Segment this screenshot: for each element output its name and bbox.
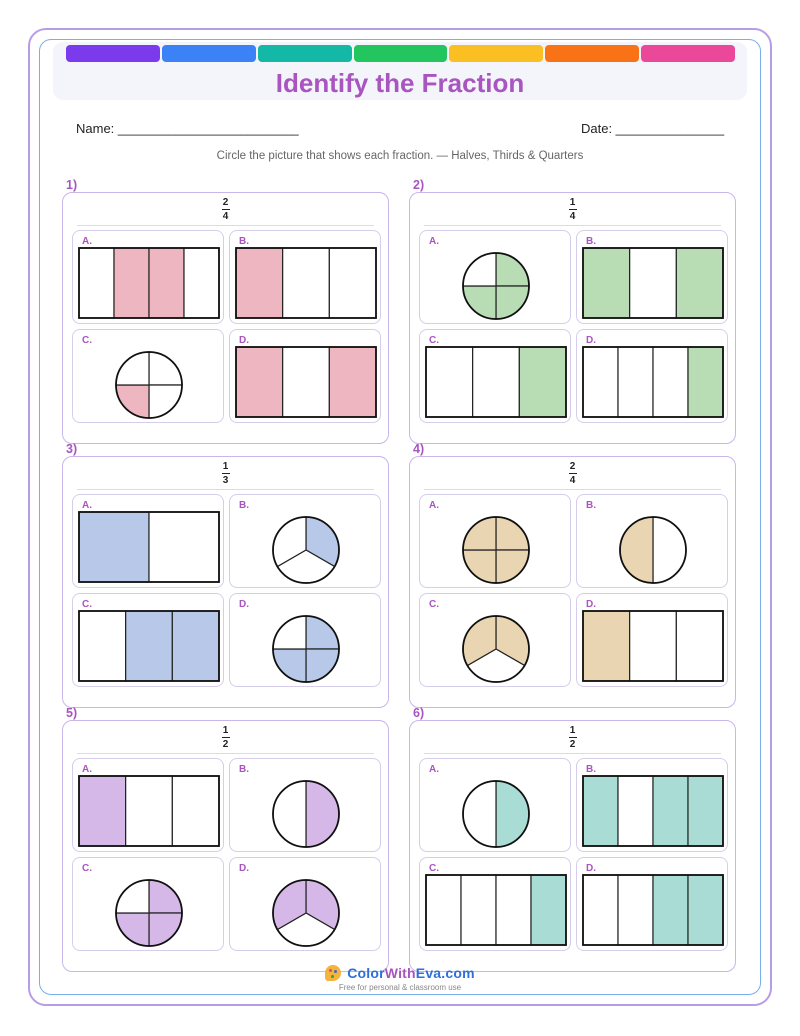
pie-model (230, 858, 382, 952)
circle-slice (496, 781, 529, 847)
rect-part (149, 512, 219, 582)
question-number: 6) (413, 706, 425, 720)
answer-option[interactable] (72, 857, 224, 951)
answer-option[interactable] (72, 230, 224, 324)
rect-part (283, 347, 330, 417)
rect-part (618, 776, 653, 846)
question-number: 5) (66, 706, 78, 720)
color-stripe (354, 45, 448, 62)
question-card (62, 456, 389, 708)
bar-model (230, 330, 382, 424)
fraction-denominator: 4 (569, 475, 576, 486)
rect-part (653, 347, 688, 417)
answer-option[interactable] (576, 857, 728, 951)
rect-part (496, 875, 531, 945)
circle-slice (620, 517, 653, 583)
answer-option[interactable] (72, 494, 224, 588)
color-stripe (449, 45, 543, 62)
option-label: D. (239, 599, 249, 610)
option-label: B. (586, 236, 596, 247)
rect-part (126, 776, 173, 846)
answer-option[interactable] (229, 593, 381, 687)
color-stripe (545, 45, 639, 62)
footer-tagline: Free for personal & classroom use (338, 983, 462, 992)
rect-part (79, 776, 126, 846)
circle-slice (463, 781, 496, 847)
fraction-denominator: 2 (222, 739, 229, 750)
pie-model (230, 495, 382, 589)
card-divider (77, 753, 374, 754)
answer-option[interactable] (576, 593, 728, 687)
card-divider (424, 489, 721, 490)
rect-part (79, 611, 126, 681)
option-label: D. (586, 335, 596, 346)
pie-model (73, 858, 225, 952)
bar-model (230, 231, 382, 325)
circle-slice (306, 781, 339, 847)
name-field[interactable]: Name: _________________________ (76, 121, 299, 136)
bar-model (577, 594, 729, 688)
answer-option[interactable] (419, 230, 571, 324)
option-label: A. (429, 500, 439, 511)
answer-option[interactable] (576, 329, 728, 423)
answer-option[interactable] (229, 758, 381, 852)
rect-part (583, 248, 630, 318)
rect-part (329, 347, 376, 417)
bar-model (420, 858, 572, 952)
pie-model (230, 594, 382, 688)
fraction-numerator: 2 (569, 461, 576, 472)
rect-part (236, 347, 283, 417)
option-label: C. (429, 599, 439, 610)
option-label: A. (82, 764, 92, 775)
card-divider (424, 753, 721, 754)
answer-option[interactable] (72, 593, 224, 687)
bar-model (73, 495, 225, 589)
rect-part (583, 611, 630, 681)
rect-part (688, 347, 723, 417)
date-field[interactable]: Date: _______________ (581, 121, 725, 136)
answer-option[interactable] (72, 758, 224, 852)
rect-part (583, 776, 618, 846)
rect-part (676, 248, 723, 318)
rect-part (236, 248, 283, 318)
rect-part (618, 347, 653, 417)
pie-model (420, 759, 572, 853)
option-label: C. (429, 335, 439, 346)
answer-option[interactable] (576, 758, 728, 852)
fraction-denominator: 3 (222, 475, 229, 486)
target-fraction (63, 461, 388, 486)
fraction-numerator: 1 (569, 725, 576, 736)
target-fraction (410, 461, 735, 486)
option-label: D. (586, 599, 596, 610)
color-stripes (66, 45, 735, 62)
question-card (62, 720, 389, 972)
rect-part (283, 248, 330, 318)
rect-part (114, 248, 149, 318)
rect-part (329, 248, 376, 318)
rect-part (184, 248, 219, 318)
rect-part (426, 875, 461, 945)
instructions: Circle the picture that shows each fraction. — Halves, Thirds & Quarters (216, 150, 584, 162)
pie-model (420, 231, 572, 325)
bar-model (73, 759, 225, 853)
bar-model (73, 594, 225, 688)
bar-model (420, 330, 572, 424)
fraction-bar (569, 209, 577, 210)
fraction-bar (222, 737, 230, 738)
answer-option[interactable] (229, 329, 381, 423)
answer-option[interactable] (419, 758, 571, 852)
circle-slice (273, 781, 306, 847)
brand-name: ColorWithEva.com (347, 965, 475, 981)
rect-part (630, 248, 677, 318)
rect-part (79, 512, 149, 582)
answer-option[interactable] (576, 230, 728, 324)
pie-model (420, 495, 572, 589)
bar-model (577, 759, 729, 853)
fraction-denominator: 4 (569, 211, 576, 222)
rect-part (461, 875, 496, 945)
fraction-denominator: 2 (569, 739, 576, 750)
fraction-bar (222, 473, 230, 474)
target-fraction (63, 197, 388, 222)
page-title: Identify the Fraction (275, 68, 525, 98)
bar-model (577, 858, 729, 952)
rect-part (583, 875, 618, 945)
color-stripe (66, 45, 160, 62)
question-number: 2) (413, 178, 425, 192)
pie-model (230, 759, 382, 853)
answer-option[interactable] (229, 857, 381, 951)
palette-icon (325, 965, 341, 981)
fraction-numerator: 1 (222, 461, 229, 472)
rect-part (688, 875, 723, 945)
card-divider (77, 489, 374, 490)
target-fraction (410, 197, 735, 222)
option-label: D. (239, 863, 249, 874)
rect-part (426, 347, 473, 417)
question-card (409, 192, 736, 444)
option-label: A. (429, 236, 439, 247)
pie-model (420, 594, 572, 688)
rect-part (583, 347, 618, 417)
answer-option[interactable] (419, 593, 571, 687)
answer-option[interactable] (419, 329, 571, 423)
question-card (409, 720, 736, 972)
color-stripe (641, 45, 735, 62)
answer-option[interactable] (72, 329, 224, 423)
rect-part (653, 776, 688, 846)
bar-model (577, 231, 729, 325)
option-label: D. (586, 863, 596, 874)
rect-part (618, 875, 653, 945)
option-label: B. (239, 236, 249, 247)
rect-part (79, 248, 114, 318)
footer-logo (0, 965, 800, 992)
rect-part (676, 611, 723, 681)
answer-option[interactable] (419, 857, 571, 951)
option-label: C. (82, 335, 92, 346)
color-stripe (162, 45, 256, 62)
question-number: 4) (413, 442, 425, 456)
circle-slice (653, 517, 686, 583)
rect-part (149, 248, 184, 318)
option-label: C. (82, 863, 92, 874)
option-label: C. (429, 863, 439, 874)
target-fraction (63, 725, 388, 750)
fraction-numerator: 1 (569, 197, 576, 208)
pie-model (73, 330, 225, 424)
rect-part (126, 611, 173, 681)
fraction-numerator: 2 (222, 197, 229, 208)
rect-part (172, 611, 219, 681)
option-label: B. (586, 500, 596, 511)
rect-part (519, 347, 566, 417)
bar-model (73, 231, 225, 325)
answer-option[interactable] (419, 494, 571, 588)
fraction-bar (569, 473, 577, 474)
fraction-bar (222, 209, 230, 210)
fraction-bar (569, 737, 577, 738)
question-number: 1) (66, 178, 78, 192)
rect-part (473, 347, 520, 417)
rect-part (688, 776, 723, 846)
color-stripe (258, 45, 352, 62)
question-number: 3) (66, 442, 78, 456)
question-card (62, 192, 389, 444)
option-label: A. (82, 236, 92, 247)
rect-part (630, 611, 677, 681)
fraction-numerator: 1 (222, 725, 229, 736)
option-label: A. (429, 764, 439, 775)
option-label: B. (586, 764, 596, 775)
card-divider (77, 225, 374, 226)
question-card (409, 456, 736, 708)
option-label: B. (239, 500, 249, 511)
rect-part (531, 875, 566, 945)
rect-part (653, 875, 688, 945)
option-label: C. (82, 599, 92, 610)
target-fraction (410, 725, 735, 750)
card-divider (424, 225, 721, 226)
answer-option[interactable] (229, 494, 381, 588)
rect-part (172, 776, 219, 846)
bar-model (577, 330, 729, 424)
option-label: A. (82, 500, 92, 511)
option-label: D. (239, 335, 249, 346)
answer-option[interactable] (229, 230, 381, 324)
fraction-denominator: 4 (222, 211, 229, 222)
option-label: B. (239, 764, 249, 775)
pie-model (577, 495, 729, 589)
answer-option[interactable] (576, 494, 728, 588)
